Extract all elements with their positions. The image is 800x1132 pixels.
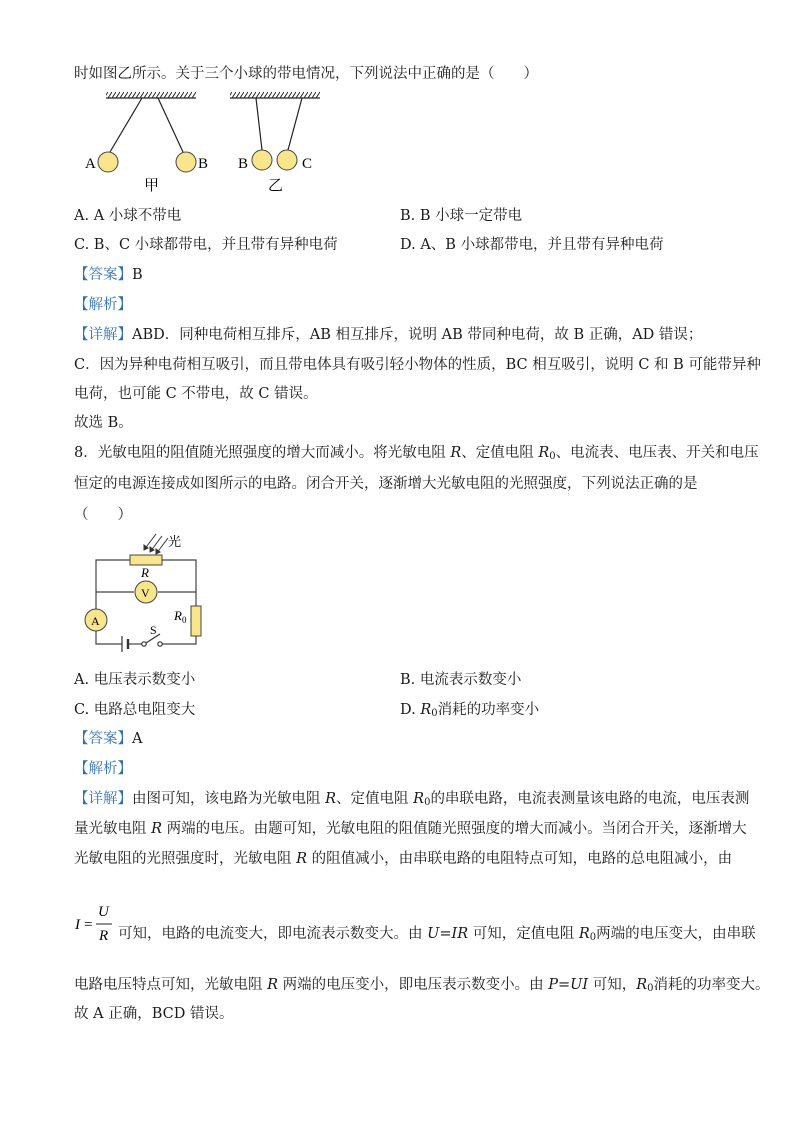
q7-detail-2: C．因为异种电荷相互吸引，而且带电体具有吸引轻小物体的性质，BC 相互吸引，说明 C 和 B 可能带异种: [74, 357, 761, 373]
thread-b-right: [256, 98, 262, 150]
ammeter-label: A: [91, 614, 100, 628]
svg-text:=: =: [84, 917, 93, 933]
answer-tag: 【答案】: [74, 731, 132, 747]
ball-a: [98, 152, 118, 172]
switch-label: S: [150, 623, 157, 637]
q7-stem-tail: 时如图乙所示。关于三个小球的带电情况，下列说法中正确的是（ ）: [74, 66, 538, 82]
q8-option-d[interactable]: D. $R_0$消耗的功率变小: [400, 702, 540, 719]
q7-option-c[interactable]: C. B、C 小球都带电，并且带有异种电荷: [74, 237, 338, 253]
q8-detail-1: 【详解】由图可知，该电路为光敏电阻 R、定值电阻 $R_0$的串联电路，电流表测量该电路的电流，电压表测: [74, 791, 750, 808]
q7-option-b[interactable]: B. B 小球一定带电: [400, 208, 523, 224]
q7-analysis-tag: 【解析】: [74, 297, 132, 313]
label-b-right: B: [238, 156, 249, 172]
fixed-resistor-label: $R_0$: [174, 608, 187, 625]
battery-icon: [122, 636, 128, 652]
answer-value: A: [132, 731, 143, 747]
label-b-left: B: [198, 156, 209, 172]
answer-value: B: [132, 267, 143, 283]
q7-option-d[interactable]: D. A、B 小球都带电，并且带有异种电荷: [400, 237, 664, 253]
label-a: A: [85, 156, 96, 172]
q7-detail-1: 【详解】ABD．同种电荷相互排斥，AB 相互排斥，说明 AB 带同种电荷，故 B 正确，AD 错误；: [74, 327, 703, 343]
photoresistor-label: R: [141, 565, 149, 580]
ceiling-right: [230, 92, 320, 98]
svg-text:U: U: [98, 904, 109, 920]
q8-detail-5: 电路电压特点可知，光敏电阻 R 两端的电压变小，即电压表示数变小。由 P=UI 可知，$R_0$消耗的功率变大。: [74, 977, 770, 994]
ball-b-left: [176, 152, 196, 172]
q7-answer: [74, 265, 143, 285]
q8-detail-2: 量光敏电阻 R 两端的电压。由题可知，光敏电阻的阻值随光照强度的增大而减小。当闭合开关，逐渐增大: [74, 821, 747, 837]
q7-detail-3: 电荷，也可能 C 不带电，故 C 错误。: [74, 386, 318, 402]
q8-circuit: [80, 530, 220, 658]
q8-analysis-tag: 【解析】: [74, 761, 132, 777]
ceiling-left: [106, 92, 196, 98]
q8-conclusion: 故 A 正确，BCD 错误。: [74, 1006, 234, 1022]
caption-left: 甲: [144, 178, 160, 194]
thread-a: [110, 98, 142, 152]
q8-answer: [74, 729, 142, 749]
q7-option-a[interactable]: A. A 小球不带电: [74, 208, 182, 224]
svg-text:R: R: [99, 928, 109, 944]
q8-option-a[interactable]: A. 电压表示数变小: [74, 672, 196, 688]
light-arrows-icon: [144, 534, 168, 554]
voltmeter-label: V: [141, 586, 150, 600]
fixed-resistor: [191, 606, 201, 636]
label-c: C: [302, 156, 313, 172]
q8-formula: [74, 900, 116, 946]
q8-stem-1: 8．光敏电阻的阻值随光照强度的增大而减小。将光敏电阻 R、定值电阻 $R_0$、电流表、电压表、开关和电压: [74, 445, 759, 462]
q7-figure: [80, 86, 340, 198]
q8-stem-2: 恒定的电源连接成如图所示的电路。闭合开关，逐渐增大光敏电阻的光照强度，下列说法正确的是: [74, 476, 698, 492]
thread-c: [288, 98, 302, 150]
caption-right: 乙: [268, 178, 284, 194]
q8-option-c[interactable]: C. 电路总电阻变大: [74, 702, 196, 718]
q8-detail-3: 光敏电阻的光照强度时，光敏电阻 R 的阻值减小，由串联电路的电阻特点可知，电路的总电阻减小，由: [74, 851, 733, 867]
q8-option-b[interactable]: B. 电流表示数变小: [400, 672, 522, 688]
photoresistor: [130, 555, 162, 565]
thread-b-left: [158, 98, 183, 152]
svg-text:I: I: [75, 917, 80, 933]
q7-conclusion: 故选 B。: [74, 415, 133, 431]
light-label: 光: [168, 534, 182, 549]
ball-c: [277, 150, 297, 170]
q8-detail-4: 可知，电路的电流变大，即电流表示数变大。由 U=IR 可知，定值电阻 $R_0$两端的电压变大，由串联: [118, 926, 756, 943]
answer-tag: 【答案】: [74, 267, 132, 283]
detail-tag: 【详解】: [74, 327, 132, 343]
ball-b-right: [252, 150, 272, 170]
q8-stem-3: （ ）: [74, 507, 132, 523]
